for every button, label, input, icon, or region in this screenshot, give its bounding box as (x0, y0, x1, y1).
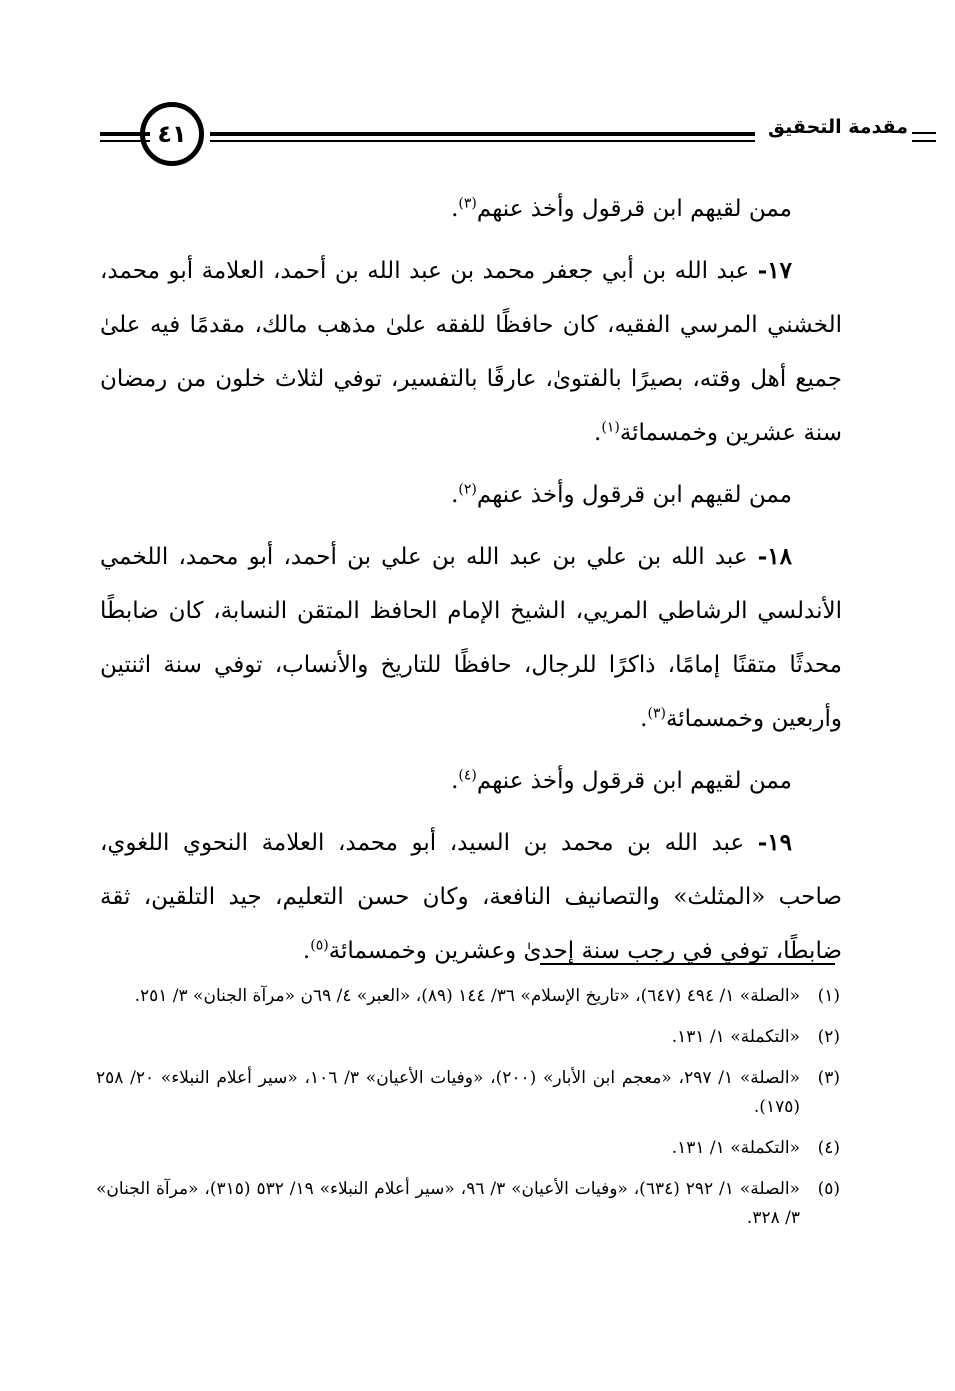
entry-number: ١٨- (757, 543, 793, 570)
paragraph-text: ممن لقيهم ابن قرقول وأخذ عنهم (476, 196, 792, 222)
footnote-ref: (٤) (458, 767, 477, 784)
paragraph-text: عبد الله بن علي بن عبد الله بن علي بن أحمد، أبو محمد، اللخمي الأندلسي الرشاطي المريي، الشيخ الإمام الحافظ المتقن النسابة، كان ضابطًا محدثًا متقنًا إمامًا، ذاكرًا للرجال، حافظًا للتاريخ والأنساب، توفي سنة اثنتين وأربعين وخمسمائة (100, 544, 842, 732)
footnote (96, 982, 840, 1011)
entry-number: ١٩- (757, 829, 792, 856)
paragraph (100, 754, 842, 808)
footnote-label: (٣) (817, 1068, 840, 1088)
paragraph (100, 182, 842, 236)
paragraph (100, 468, 842, 522)
footnote-label: (٢) (817, 1027, 840, 1047)
footnote (96, 1023, 840, 1052)
footnote-separator (540, 963, 835, 965)
paragraph (100, 530, 842, 746)
page-header (100, 100, 908, 180)
footnote-text: «التكملة» ١/ ١٣١. (671, 1138, 800, 1158)
footnote-label: (١) (817, 986, 840, 1006)
footnote (96, 1134, 840, 1163)
paragraph (100, 244, 842, 460)
footnote-ref: (٣) (647, 705, 666, 722)
paragraph (100, 816, 842, 978)
footnote-text: «الصلة» ١/ ٢٩٢ (٦٣٤)، «وفيات الأعيان» ٣/ ٩٦، «سير أعلام النبلاء» ١٩/ ٥٣٢ (٣١٥)، «مرآة الجنان» ٣/ ٣٢٨. (96, 1179, 801, 1228)
entry-number: ١٧- (757, 257, 793, 284)
header-rule-middle (210, 132, 755, 142)
paragraph-end: . (640, 706, 648, 732)
footnote-label: (٥) (817, 1179, 840, 1199)
paragraph-end: . (594, 420, 602, 446)
footnote-ref: (١) (601, 419, 620, 436)
paragraph-text: عبد الله بن أبي جعفر محمد بن عبد الله بن أحمد، العلامة أبو محمد، الخشني المرسي الفقيه، كان حافظًا للفقه علىٰ مذهب مالك، مقدمًا فيه علىٰ جميع أهل وقته، بصيرًا بالفتوىٰ، عارفًا بالتفسير، توفي لثلاث خلون من رمضان سنة عشرين وخمسمائة (100, 258, 842, 446)
footnote-label: (٤) (817, 1138, 840, 1158)
page-number: ٤١ (140, 102, 204, 166)
footnote-ref: (٢) (458, 481, 477, 498)
footnote-text: «الصلة» ١/ ٤٩٤ (٦٤٧)، «تاريخ الإسلام» ٣٦/ ١٤٤ (٨٩)، «العبر» ٤/ ٦٩ن «مرآة الجنان» ٣/ ٢٥١. (134, 986, 800, 1006)
footnote-ref: (٥) (310, 937, 329, 954)
paragraph-end: . (451, 196, 459, 222)
main-text (100, 182, 842, 986)
paragraph-text: ممن لقيهم ابن قرقول وأخذ عنهم (476, 768, 792, 794)
paragraph-end: . (451, 768, 459, 794)
footnote (96, 1175, 840, 1233)
paragraph-text: ممن لقيهم ابن قرقول وأخذ عنهم (476, 482, 792, 508)
section-title: مقدمة التحقيق (768, 116, 908, 138)
paragraph-text: عبد الله بن محمد بن السيد، أبو محمد، العلامة النحوي اللغوي، صاحب «المثلث» والتصانيف النافعة، وكان حسن التعليم، جيد التلقين، ثقة ضابطًا، توفي في رجب سنة إحدىٰ وعشرين وخمسمائة (100, 830, 842, 964)
footnote-ref: (٣) (458, 195, 477, 212)
footnotes (96, 982, 840, 1245)
paragraph-end: . (451, 482, 459, 508)
paragraph-end: . (302, 938, 311, 964)
header-rule-right (912, 132, 936, 142)
footnote (96, 1064, 840, 1122)
footnote-text: «التكملة» ١/ ١٣١. (671, 1027, 800, 1047)
footnote-text: «الصلة» ١/ ٢٩٧، «معجم ابن الأبار» (٢٠٠)، «وفيات الأعيان» ٣/ ١٠٦، «سير أعلام النبلاء» ٢٠/ ٢٥٨ (١٧٥). (96, 1068, 801, 1117)
